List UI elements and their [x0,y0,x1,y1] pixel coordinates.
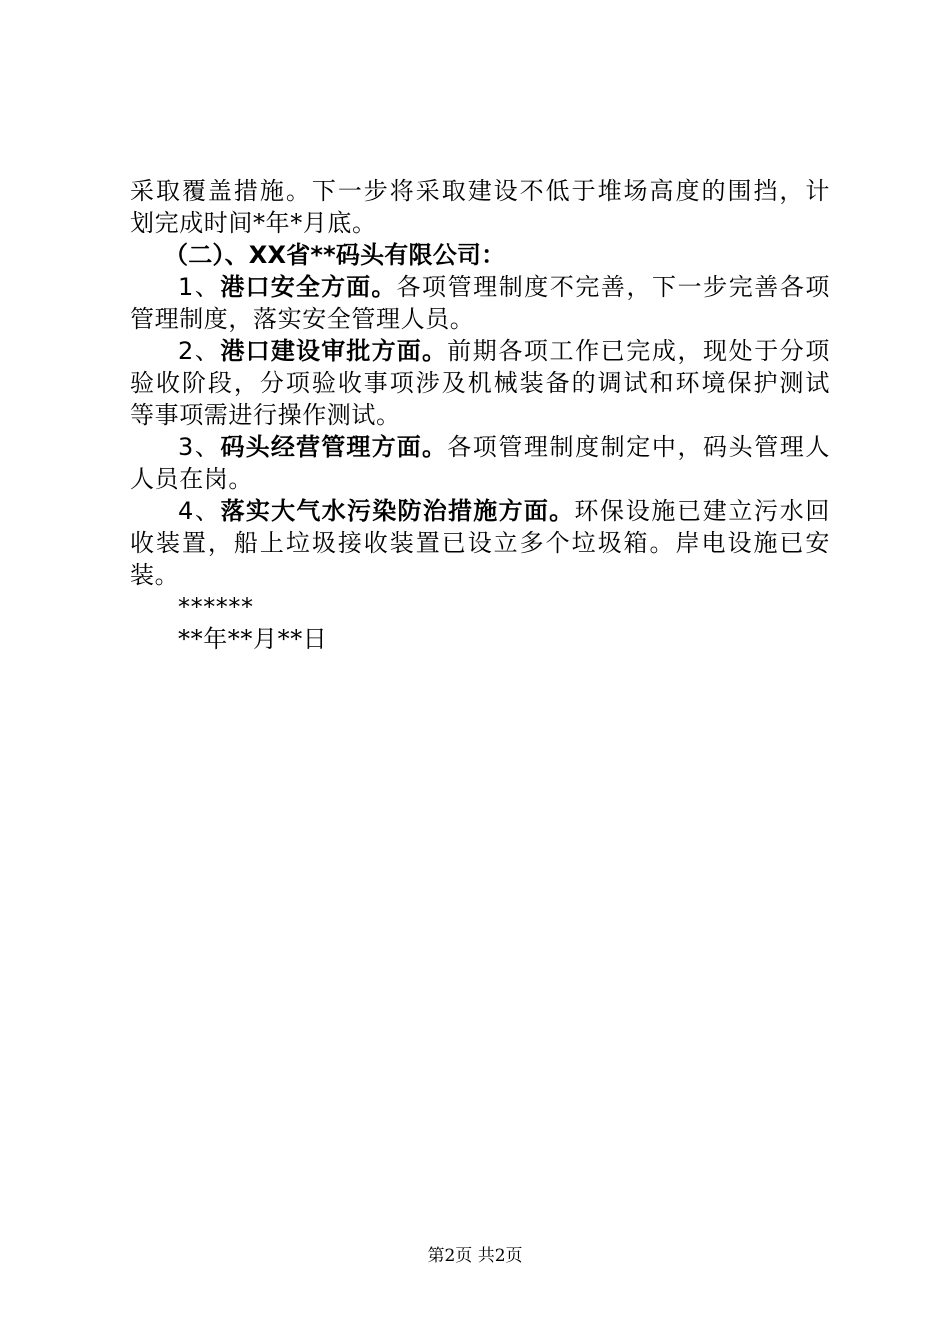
item-text: 环保设施已建立污水回 [574,497,830,525]
list-item-line: 收装置，船上垃圾接收装置已设立多个垃圾箱。岸电设施已安 [130,529,830,557]
list-item-line [178,430,830,464]
list-item-line: 装。 [130,561,180,589]
date: **年**月**日 [178,625,328,653]
item-title: 港口安全方面。 [220,273,397,301]
list-item-line [178,334,830,368]
item-text: 各项管理制度制定中，码头管理人 [447,433,830,461]
list-item-line [178,494,830,528]
list-item-line: 管理制度，落实安全管理人员。 [130,305,475,333]
signature: ****** [178,593,254,621]
item-number: 2、 [178,337,221,365]
paragraph-line: 采取覆盖措施。下一步将采取建设不低于堆场高度的围挡，计 [130,177,830,205]
list-item-line: 人员在岗。 [130,465,253,493]
item-title: 码头经营管理方面。 [220,433,448,461]
list-item-line: 验收阶段，分项验收事项涉及机械装备的调试和环境保护测试 [130,369,830,397]
section-heading-text: （二）、XX省**码头有限公司： [164,241,506,269]
section-heading [164,238,830,272]
item-text: 前期各项工作已完成，现处于分项 [447,337,830,365]
item-title: 落实大气水污染防治措施方面。 [220,497,575,525]
item-text: 各项管理制度不完善，下一步完善各项 [396,273,830,301]
list-item-line [178,270,830,304]
item-number: 4、 [178,497,221,525]
item-number: 1、 [178,273,221,301]
item-title: 港口建设审批方面。 [220,337,448,365]
item-number: 3、 [178,433,221,461]
paragraph-line: 划完成时间*年*月底。 [130,209,377,237]
page-footer: 第2页 共2页 [427,1246,523,1266]
list-item-line: 等事项需进行操作测试。 [130,401,401,429]
